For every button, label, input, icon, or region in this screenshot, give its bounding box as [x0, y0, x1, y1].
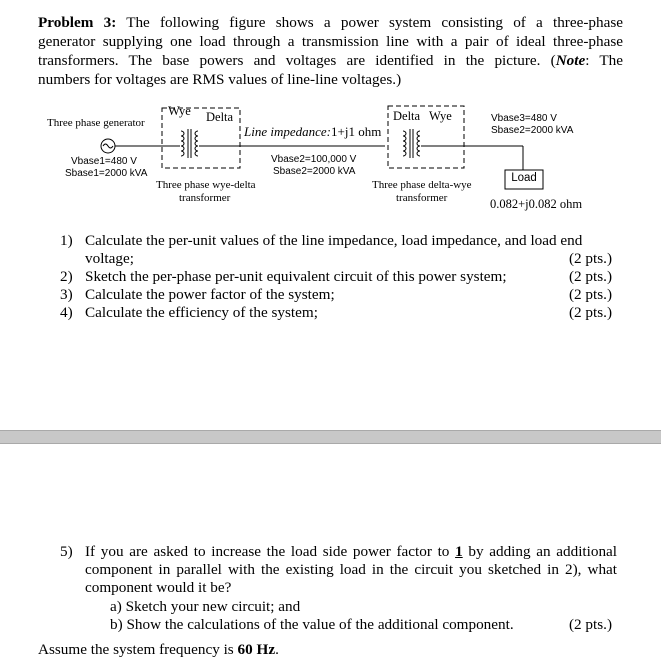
- intro-line-1: The following figure shows a power system consisting of a three-phase: [126, 14, 623, 31]
- page-divider: [0, 430, 661, 444]
- vbase1-label: Vbase1=480 V: [71, 156, 137, 167]
- q1-number: 1): [60, 232, 73, 249]
- vbase2-label: Vbase2=100,000 V: [271, 154, 357, 165]
- q5-points: (2 pts.): [568, 616, 612, 633]
- q4-line-1: Calculate the efficiency of the system;: [85, 304, 318, 321]
- frequency-value: 60 Hz: [237, 641, 276, 658]
- q1-line-1: Calculate the per-unit values of the line impedance, load impedance, and load end: [85, 232, 583, 249]
- frequency-text: Assume the system frequency is: [38, 641, 238, 658]
- t1-wye-label: Wye: [168, 104, 191, 118]
- figure-drawing: [0, 0, 661, 230]
- intro-line-4: numbers for voltages are RMS values of line-line voltages.): [38, 71, 402, 88]
- t1-caption-2: transformer: [179, 192, 231, 204]
- q1-line-2: voltage;: [85, 250, 134, 267]
- q5-line-1a: If you are asked to increase the load side power factor to: [85, 543, 456, 560]
- q5-part-a: a) Sketch your new circuit; and: [110, 598, 301, 615]
- q3-number: 3): [60, 286, 73, 303]
- q2-points: (2 pts.): [568, 268, 612, 285]
- t2-caption-2: transformer: [396, 192, 448, 204]
- q5-line-3: component would it be?: [85, 579, 232, 596]
- vbase3-label: Vbase3=480 V: [491, 113, 557, 124]
- q5-target-pf: 1: [455, 543, 463, 560]
- sbase1-label: Sbase1=2000 kVA: [65, 168, 148, 179]
- sbase2-label: Sbase2=2000 kVA: [273, 166, 356, 177]
- transformer-1-coils: [181, 129, 198, 158]
- intro-line-3b: : The: [585, 52, 623, 69]
- q5-line-1c: by adding an additional: [462, 543, 618, 560]
- t1-caption-1: Three phase wye-delta: [156, 179, 256, 191]
- frequency-note: [38, 641, 279, 659]
- t2-wye-label: Wye: [429, 109, 452, 123]
- load-impedance-label: 0.082+j0.082 ohm: [490, 197, 583, 211]
- t2-delta-label: Delta: [393, 109, 421, 123]
- transformer-2-coils: [403, 129, 420, 158]
- generator-label: Three phase generator: [47, 117, 145, 129]
- t2-caption-1: Three phase delta-wye: [372, 179, 472, 191]
- q3-line-1: Calculate the power factor of the system;: [85, 286, 335, 303]
- t1-delta-label: Delta: [206, 110, 234, 124]
- q5-line-2: component in parallel with the existing load in the circuit you sketched in 2), what: [85, 561, 617, 578]
- sbase3-label: Sbase2=2000 kVA: [491, 125, 574, 136]
- q3-points: (2 pts.): [568, 286, 612, 303]
- q5-part-b: b) Show the calculations of the value of the additional component.: [110, 616, 514, 633]
- intro-line-3: transformers. The base powers and voltages are identified in the picture. (: [38, 52, 556, 69]
- q5-number: 5): [60, 543, 73, 560]
- q2-number: 2): [60, 268, 73, 285]
- problem-label: Problem 3:: [38, 14, 117, 31]
- line-impedance-value: 1+j1 ohm: [331, 124, 382, 139]
- sine-wave-icon: [103, 144, 113, 148]
- intro-line-2: generator supplying one load through a transmission line with a pair of ideal three-phase: [38, 33, 623, 50]
- load-label: Load: [511, 172, 537, 184]
- q1-points: (2 pts.): [568, 250, 612, 267]
- line-impedance-label: Line impedance:: [244, 124, 332, 139]
- frequency-period: .: [275, 641, 279, 658]
- q4-number: 4): [60, 304, 73, 321]
- note-label: Note: [555, 52, 586, 69]
- power-system-figure: [0, 0, 661, 230]
- q4-points: (2 pts.): [568, 304, 612, 321]
- q2-line-1: Sketch the per-phase per-unit equivalent circuit of this power system;: [85, 268, 507, 285]
